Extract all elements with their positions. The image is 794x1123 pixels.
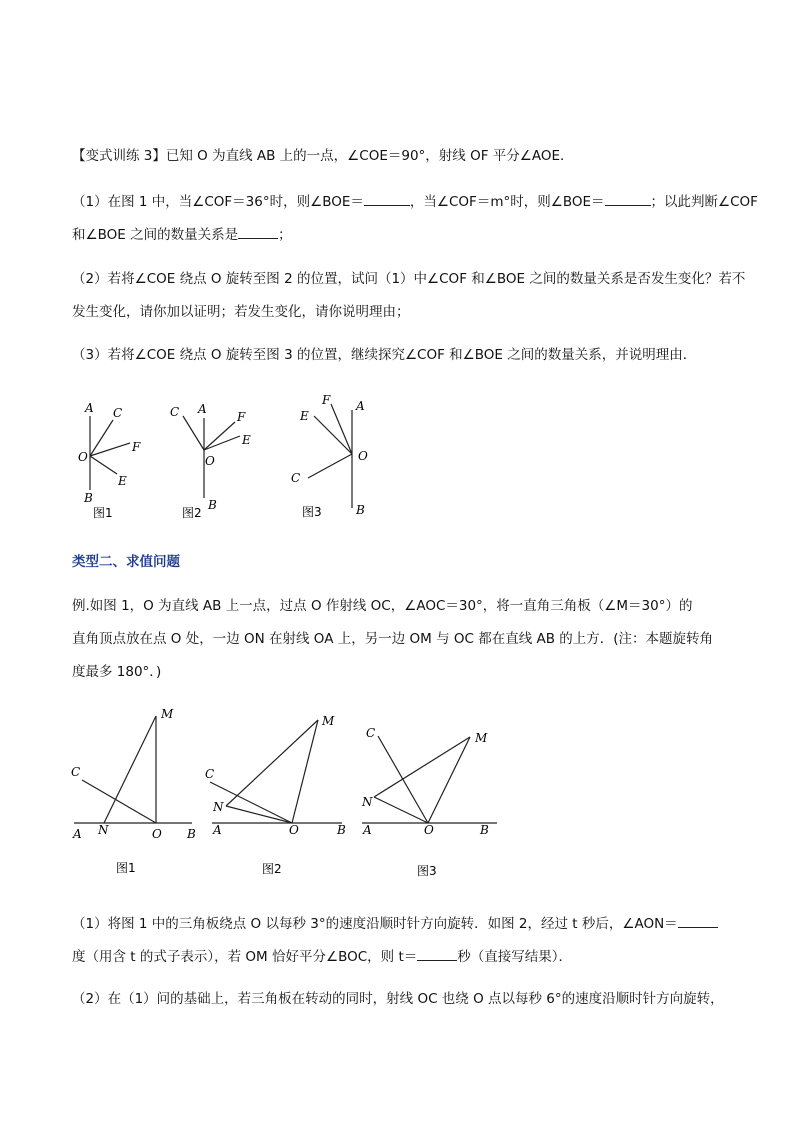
set2-f3-label-c: C — [366, 726, 376, 740]
answer-blank[interactable] — [238, 224, 278, 239]
question-3: （3）若将∠COE 绕点 O 旋转至图 3 的位置，继续探究∠COF 和∠BOE 之间的数量关系，并说明理由． — [72, 347, 697, 363]
set2-f3-label-m: M — [475, 731, 488, 745]
set1-f2-caption: 图2 — [182, 506, 202, 520]
set1-f3-label-c: C — [291, 471, 301, 485]
s2-question-2: （2）在（1）问的基础上，若三角板在转动的同时，射线 OC 也绕 O 点以每秒 6°的速度沿顺时针方向旋转， — [72, 991, 724, 1007]
set1-f1-label-b: B — [84, 491, 93, 505]
answer-blank[interactable] — [678, 913, 718, 928]
set2-f1-label-n: N — [98, 823, 109, 837]
set1-figure-3 — [308, 404, 352, 508]
answer-blank[interactable] — [364, 191, 410, 206]
set2-f1-caption: 图1 — [116, 861, 136, 875]
set2-f1-label-c: C — [71, 765, 81, 779]
question-1-line-1 — [72, 191, 758, 211]
set1-f2-label-b: B — [208, 498, 217, 512]
set1-f1-label-o: O — [78, 450, 88, 464]
set2-f3-label-b: B — [480, 823, 489, 837]
set2-f2-label-m: M — [322, 714, 335, 728]
question-1-line-2 — [72, 224, 292, 244]
set1-f3-label-f: F — [322, 393, 331, 407]
set1-f1-label-f: F — [132, 440, 141, 454]
set2-f1-label-o: O — [152, 827, 162, 841]
section-heading: 类型二、求值问题 — [72, 554, 180, 570]
set2-f3-label-o: O — [424, 823, 434, 837]
set2-f2-label-a: A — [213, 823, 222, 837]
set2-f2-caption: 图2 — [262, 862, 282, 876]
set1-f3-label-a: A — [356, 399, 365, 413]
q1-text-c: ；以此判断∠COF — [650, 194, 758, 210]
set2-f1-label-m: M — [161, 707, 174, 721]
set1-f3-label-e: E — [300, 409, 309, 423]
set1-f1-label-e: E — [118, 474, 127, 488]
set2-f3-caption: 图3 — [417, 864, 437, 878]
example-line-1: 例.如图 1，O 为直线 AB 上一点，过点 O 作射线 OC，∠AOC＝30°，将一直角三角板（∠M＝30°）的 — [72, 598, 693, 614]
q1-text-b: ，当∠COF＝m°时，则∠BOE＝ — [409, 194, 605, 210]
set1-f1-label-c: C — [113, 406, 123, 420]
set1-f3-label-o: O — [358, 449, 368, 463]
set2-figure-2 — [210, 720, 342, 823]
s2-q1-text-a: （1）将图 1 中的三角板绕点 O 以每秒 3°的速度沿顺时针方向旋转．如图 2，经过 t 秒后，∠AON＝ — [72, 916, 678, 932]
set2-figure-1 — [74, 716, 192, 823]
example-line-2: 直角顶点放在点 O 处，一边 ON 在射线 OA 上，另一边 OM 与 OC 都在直线 AB 的上方．(注：本题旋转角 — [72, 631, 714, 647]
set2-f2-label-o: O — [289, 823, 299, 837]
set2-f3-label-n: N — [362, 795, 373, 809]
figure-set-1 — [60, 390, 400, 525]
set1-f1-caption: 图1 — [93, 506, 113, 520]
set2-figure-3 — [362, 736, 497, 823]
q1-text-a: （1）在图 1 中，当∠COF＝36°时，则∠BOE＝ — [72, 194, 364, 210]
s2-question-1-line-2 — [72, 946, 572, 966]
q1-text-d: 和∠BOE 之间的数量关系是 — [72, 227, 239, 243]
s2-q1-text-c: 秒（直接写结果）． — [457, 949, 572, 965]
s2-q1-text-b: 度（用含 t 的式子表示），若 OM 恰好平分∠BOC，则 t＝ — [72, 949, 418, 965]
set1-f3-caption: 图3 — [302, 505, 322, 519]
set1-f2-label-a: A — [198, 402, 207, 416]
set2-f2-label-b: B — [337, 823, 346, 837]
set2-f2-label-n: N — [213, 800, 224, 814]
set2-f1-label-a: A — [73, 827, 82, 841]
set1-f2-label-o: O — [205, 454, 215, 468]
answer-blank[interactable] — [605, 191, 651, 206]
s2-question-1-line-1 — [72, 913, 718, 933]
question-2-line-1: （2）若将∠COE 绕点 O 旋转至图 2 的位置，试问（1）中∠COF 和∠BOE 之间的数量关系是否发生变化？若不 — [72, 271, 746, 287]
figure-set-2 — [60, 700, 510, 885]
set1-f2-label-f: F — [237, 410, 246, 424]
example-line-3: 度最多 180°．) — [72, 664, 162, 680]
set1-f3-label-b: B — [356, 503, 365, 517]
set2-f3-label-a: A — [363, 823, 372, 837]
answer-blank[interactable] — [417, 946, 457, 961]
q1-text-e: ； — [278, 227, 292, 243]
set1-f2-label-c: C — [170, 405, 180, 419]
set2-f2-label-c: C — [205, 767, 215, 781]
set1-f1-label-a: A — [85, 401, 94, 415]
set1-f2-label-e: E — [242, 433, 251, 447]
problem-title: 【变式训练 3】已知 O 为直线 AB 上的一点，∠COE＝90°，射线 OF 平分∠AOE． — [72, 148, 574, 164]
set2-f1-label-b: B — [187, 827, 196, 841]
question-2-line-2: 发生变化，请你加以证明；若发生变化，请你说明理由； — [72, 304, 410, 320]
